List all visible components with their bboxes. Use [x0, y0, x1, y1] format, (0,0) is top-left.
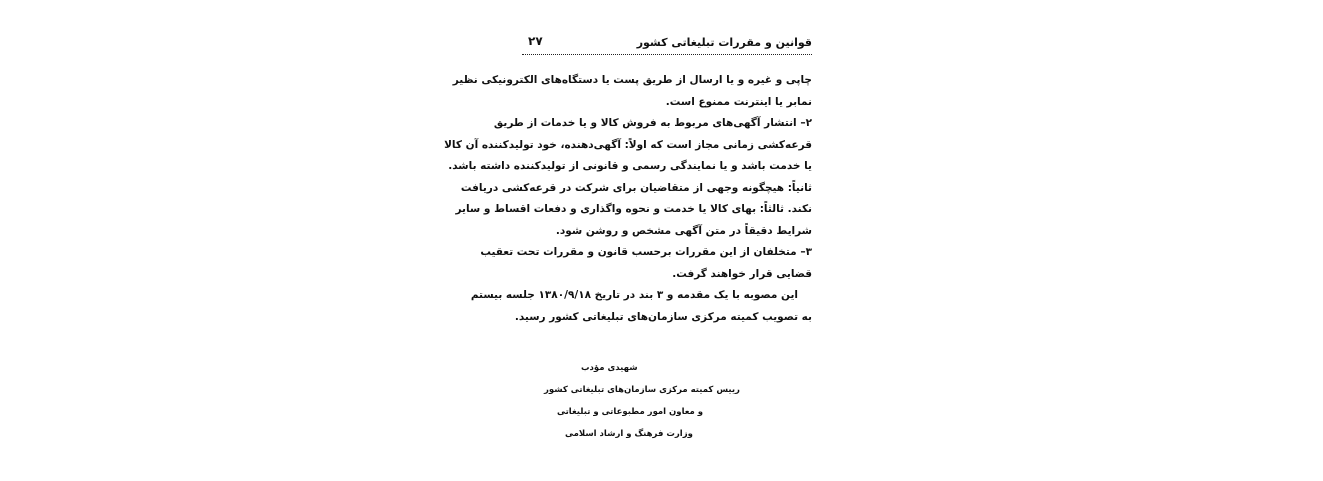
signatory-ministry: وزارت فرهنگ و ارشاد اسلامی — [565, 429, 693, 439]
document-page — [444, 0, 812, 481]
text-line: یا خدمت باشد و یا نمایندگی رسمی و قانونی از تولیدکننده داشته باشد. — [448, 160, 812, 172]
text-line: به تصویب کمیته مرکزی سازمان‌های تبلیغاتی کشور رسید. — [514, 310, 812, 323]
body-text — [444, 70, 812, 328]
text-line: ثانیاً: هیچگونه وجهی از متقاضیان برای شرکت در قرعه‌کشی دریافت — [460, 181, 812, 194]
page-number: ۲۷ — [528, 34, 543, 48]
text-line: شرایط دقیقاً در متن آگهی مشخص و روشن شود. — [555, 224, 812, 237]
running-header — [522, 32, 812, 55]
text-line: قرعه‌کشی زمانی مجاز است که اولاً: آگهی‌دهنده، خود تولیدکننده آن کالا — [444, 138, 812, 151]
text-line: این مصوبه با یک مقدمه و ۳ بند در تاریخ ۱۳۸۰/۹/۱۸ جلسه بیستم — [470, 289, 798, 301]
text-line: نکند. ثالثاً: بهای کالا یا خدمت و نحوه واگذاری و دفعات اقساط و سایر — [455, 203, 812, 215]
signature-block — [522, 357, 812, 445]
signatory-title: و معاون امور مطبوعاتی و تبلیغاتی — [557, 407, 704, 417]
text-line: نمابر یا اینترنت ممنوع است. — [665, 95, 812, 108]
signatory-title: رییس کمیته مرکزی سازمان‌های تبلیغاتی کشور — [544, 385, 740, 395]
text-line: چاپی و غیره و یا ارسال از طریق پست یا دستگاه‌های الکترونیکی نظیر — [452, 74, 812, 86]
text-line: ۲– انتشار آگهی‌های مربوط به فروش کالا و یا خدمات از طریق — [493, 117, 812, 129]
text-line: قضایی قرار خواهند گرفت. — [672, 267, 812, 280]
header-title: قوانین و مقررات تبلیغاتی کشور — [636, 36, 812, 49]
text-line: ۳– متخلفان از این مقررات برحسب قانون و مقررات تحت تعقیب — [480, 246, 812, 258]
signatory-name: شهیدی مؤدب — [581, 363, 638, 373]
